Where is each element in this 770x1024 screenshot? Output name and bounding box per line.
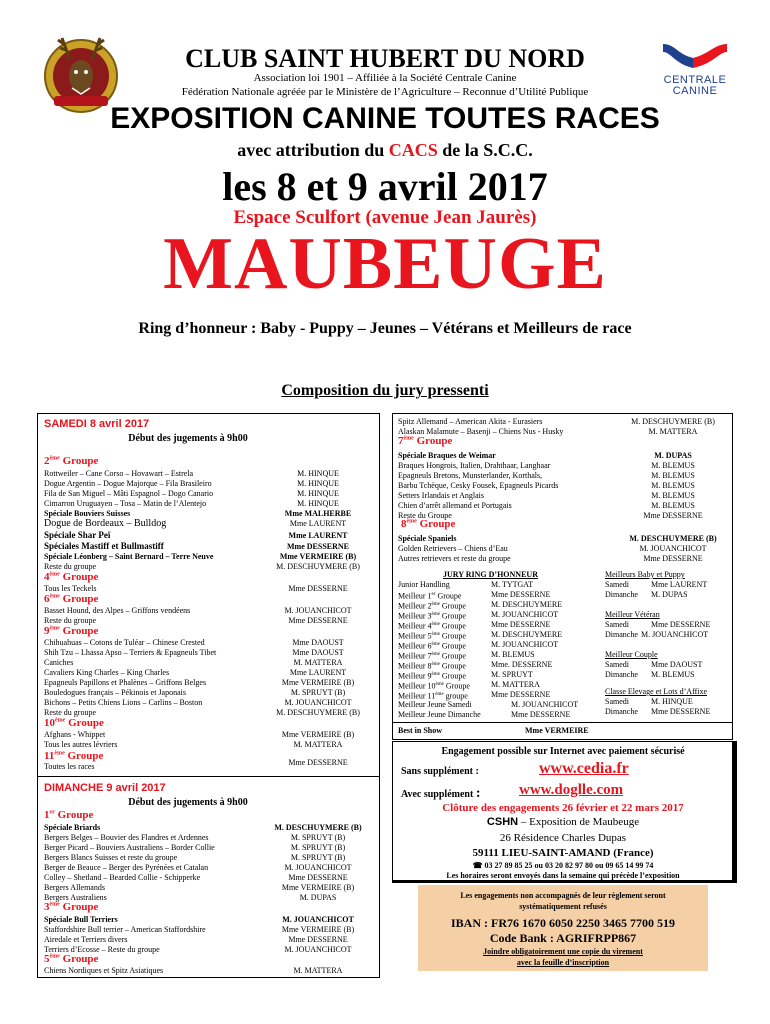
leonberg-label: Spéciale Léonberg – Saint Bernard – Terre Neuve	[44, 552, 214, 561]
breed: Epagneuls Papillons et Phalènes – Griffons Belges	[44, 678, 207, 687]
ring-row	[398, 580, 450, 590]
avec-colon: :	[475, 786, 481, 801]
ring-label: Meilleur 2	[398, 601, 432, 611]
logo-text-2: CANINE	[672, 85, 718, 97]
judge: M. HINQUE	[297, 469, 339, 478]
elevage-dim-judge: Mme DESSERNE	[651, 707, 711, 716]
judge: M. MATTERA	[648, 427, 698, 436]
group-11-label: Groupe	[67, 750, 104, 762]
breed: Spéciale Bouviers Suisses	[44, 509, 131, 518]
ring-judge: M. BLEMUS	[491, 650, 535, 659]
breed: Basset Hound, des Alpes – Griffons vendéens	[44, 606, 191, 615]
breed: Caniches	[44, 658, 74, 667]
ring-label: Meilleur 6	[398, 641, 432, 651]
breed: Spéciale Shar Peï	[44, 530, 111, 540]
group-6-num: 6	[44, 593, 50, 605]
group-5-label: Groupe	[62, 953, 99, 965]
ring-row: Meilleur Jeune Dimanche	[398, 710, 481, 719]
breed: Braques Hongrois, Italien, Drahthaar, Langhaar	[398, 461, 551, 470]
group-2-title: 2ème Groupe	[44, 455, 99, 467]
group-2-label: Groupe	[62, 455, 99, 467]
ring-honneur-line: Ring d’honneur : Baby - Puppy – Jeunes – Vétérans et Meilleurs de race	[138, 320, 632, 337]
judge: Mme DESSERNE	[288, 616, 348, 625]
vet-dim: Dimanche	[605, 630, 638, 639]
group-8-label: Groupe	[419, 518, 456, 530]
group-9-label: Groupe	[62, 625, 99, 637]
judge: M. BLEMUS	[651, 461, 695, 470]
judge: M. SPRUYT (B)	[290, 853, 346, 862]
ring-label: Meilleur 11	[398, 691, 436, 701]
ring-label: Meilleur 1	[398, 591, 432, 601]
ring-sup: ème	[431, 672, 440, 677]
association-line: Association loi 1901 – Affiliée à la Société Centrale Canine	[253, 72, 517, 84]
engagement-box	[392, 741, 737, 883]
breed: Staffordshire Bull terrier – American Staffordshire	[44, 925, 206, 934]
cacs-word: CACS	[388, 140, 438, 160]
judge: Mme VERMEIRE (B)	[281, 925, 355, 934]
rib-line-2: systématiquement refusés	[519, 902, 607, 911]
breed: Setters Irlandais et Anglais	[398, 491, 484, 500]
breed: Autres retrievers et reste du groupe	[398, 554, 511, 563]
judge: M. BLEMUS	[651, 491, 695, 500]
ring-judge: Mme DESSERNE	[491, 590, 551, 599]
ring-label: Meilleur 10	[398, 681, 436, 691]
breed: Reste du Groupe	[398, 511, 452, 520]
ring-judge: M. JOUANCHICOT	[511, 700, 579, 709]
couple-dim-judge: M. BLEMUS	[651, 670, 695, 679]
breed: Spéciale Briards	[44, 823, 101, 832]
judge: M. DESCHUYMERE (B)	[276, 708, 360, 717]
breed: Epagneuls Bretons, Munsterlander, Korthals,	[398, 471, 543, 480]
judge: Mme DESSERNE	[288, 873, 348, 882]
ring-sup: ème	[431, 622, 440, 627]
judge: Mme MALHERBE	[284, 509, 352, 518]
ring-group: Groupe	[435, 591, 462, 601]
cedia-link[interactable]: www.cedia.fr	[539, 760, 629, 777]
judge: M. MATTERA	[293, 658, 343, 667]
rib-line-1: Les engagements non accompagnés de leur règlement seront	[460, 891, 666, 900]
ring-label: Meilleur 3	[398, 611, 432, 621]
breed: Bergers Allemands	[44, 883, 105, 892]
ring-judge: Mme DESSERNE	[491, 690, 551, 699]
baby-sam: Samedi	[605, 580, 629, 589]
breed: Cimarron Uruguayen – Tosa – Matin de l’Alentejo	[44, 499, 207, 508]
judge: M. HINQUE	[297, 479, 339, 488]
group-3-title: 3ème Groupe	[44, 901, 99, 913]
ring-sup: ème	[431, 662, 440, 667]
elevage-title: Classe Elevage et Lots d’Affixe	[605, 687, 708, 696]
breed: Alaskan Malamute – Basenji – Chiens Nus - Husky	[398, 427, 564, 436]
group-9-title: 9ème Groupe	[44, 625, 99, 637]
event-dates: les 8 et 9 avril 2017	[222, 164, 548, 209]
sans-label: Sans supplément :	[401, 766, 479, 777]
breed: Bouledogues français – Pékinois et Japonais	[44, 688, 186, 697]
breed: Spitz Allemand – American Akita - Eurasiers	[398, 417, 543, 426]
judge: M. JOUANCHICOT	[284, 863, 352, 872]
breed: Bichons – Petits Chiens Lions – Carlins – Boston	[44, 698, 203, 707]
venue: Espace Sculfort (avenue Jean Jaurès)	[233, 207, 537, 228]
city-title: MAUBEUGE	[163, 223, 607, 305]
saturday-title: SAMEDI 8 avril 2017	[44, 418, 150, 430]
breed: Fila de San Miguel – Mâti Espagnol – Dogo Canario	[44, 489, 214, 498]
ring-sup: ème	[431, 602, 440, 607]
rib-note-1: Joindre obligatoirement une copie du virement	[483, 947, 643, 956]
group-1-label: Groupe	[57, 809, 94, 821]
ring-label: Meilleur 4	[398, 621, 432, 631]
group-4-label: Groupe	[62, 571, 99, 583]
divider	[393, 722, 732, 723]
judge: Mme VERMEIRE (B)	[281, 678, 355, 687]
breed: Colley – Shetland – Bearded Collie - Schipperke	[44, 873, 201, 882]
ring-label: Meilleur 5	[398, 631, 432, 641]
jury-ring-title: JURY RING D’HONNEUR	[443, 570, 538, 579]
ring-judge: Mme DESSERNE	[511, 710, 571, 719]
judge: M. JOUANCHICOT	[282, 915, 354, 924]
group-4-num: 4	[44, 571, 50, 583]
judge: M. DUPAS	[654, 451, 692, 460]
breed: Barbu Tchèque, Cesky Fousek, Epagneuls Picards	[398, 481, 559, 490]
ring-judge: M. JOUANCHICOT	[491, 640, 559, 649]
bank-code: Code Bank : AGRIFRPP867	[489, 931, 637, 945]
ring-group: Groupe	[439, 601, 466, 611]
ring-label: Junior Handling	[398, 580, 450, 589]
breed: Spéciale Bull Terriers	[44, 915, 118, 924]
ring-group: Groupe	[439, 671, 466, 681]
ring-sup: ème	[431, 652, 440, 657]
judge: M. BLEMUS	[651, 481, 695, 490]
judge: M. DESCHUYMERE (B)	[631, 417, 715, 426]
judge: M. BLEMUS	[651, 501, 695, 510]
breed: Airedale et Terriers divers	[44, 935, 128, 944]
cacs-line	[0, 140, 770, 161]
ring-judge: M. TYTGAT	[491, 580, 534, 589]
judge: Mme DESSERNE	[643, 511, 703, 520]
cshn-line	[393, 816, 733, 828]
breed: Berger Picard – Bouviers Australiens – Border Collie	[44, 843, 215, 852]
horaires: Les horaires seront envoyés dans la semaine qui précède l’exposition	[446, 871, 680, 880]
group-1-title: 1er Groupe	[44, 809, 94, 821]
judge: M. DESCHUYMERE (B)	[274, 823, 362, 832]
baby-sam-judge: Mme LAURENT	[651, 580, 708, 589]
best-in-show-judge: Mme VERMEIRE	[525, 726, 589, 735]
federation-line: Fédération Nationale agréée par le Ministère de l’Agriculture – Reconnue d’Utilité Publique	[181, 86, 589, 98]
judge: M. JOUANCHICOT	[284, 945, 352, 954]
breed: Dogue de Bordeaux – Bulldog	[44, 518, 167, 529]
best-in-show-label: Best in Show	[398, 726, 443, 735]
schedule-right-box	[392, 413, 733, 740]
judge: Mme VERMEIRE (B)	[279, 552, 357, 561]
group-11-num: 11	[44, 750, 55, 762]
group-1-num: 1	[44, 809, 50, 821]
judge: M. HINQUE	[297, 499, 339, 508]
judge: M. SPRUYT (B)	[290, 833, 346, 842]
judge: M. MATTERA	[293, 966, 343, 975]
divider	[38, 776, 379, 777]
vet-title: Meilleur Vétéran	[605, 610, 660, 619]
group-10-label: Groupe	[68, 717, 104, 729]
couple-dim: Dimanche	[605, 670, 638, 679]
ring-judge: Mme DESSERNE	[491, 620, 551, 629]
breed: Terriers d’Ecosse – Reste du groupe	[44, 945, 160, 954]
ring-sup: ème	[431, 612, 440, 617]
club-title: CLUB SAINT HUBERT DU NORD	[185, 44, 585, 73]
elevage-sam: Samedi	[605, 697, 629, 706]
judge: M. DESCHUYMERE (B)	[276, 562, 360, 571]
breed: Bergers Australiens	[44, 893, 107, 902]
breed: Rottweiler – Cane Corso – Hovawart – Estrela	[44, 469, 194, 478]
baby-dim: Dimanche	[605, 590, 638, 599]
judge: M. JOUANCHICOT	[284, 698, 352, 707]
judge: Mme DAOUST	[292, 638, 344, 647]
engagement-title: Engagement possible sur Internet avec paiement sécurisé	[441, 746, 685, 757]
elevage-dim: Dimanche	[605, 707, 638, 716]
breed: Chiens Nordiques et Spitz Asiatiques	[44, 966, 164, 975]
cacs-post: de la S.C.C.	[442, 140, 533, 160]
judge: M. SPRUYT (B)	[290, 688, 346, 697]
ring-judge: Mme. DESSERNE	[491, 660, 553, 669]
address-2: 59111 LIEU-SAINT-AMAND (France)	[472, 847, 654, 859]
breed: Bergers Belges – Bouvier des Flandres et Ardennes	[44, 833, 209, 842]
avec-label	[401, 786, 480, 802]
judge: Mme DESSERNE	[286, 542, 349, 551]
breed: Reste du groupe	[44, 562, 96, 571]
ring-group: Groupe	[443, 681, 470, 691]
address-1: 26 Résidence Charles Dupas	[499, 832, 627, 844]
ring-sup: ème	[435, 692, 444, 697]
ring-judge: M. MATTERA	[491, 680, 540, 689]
couple-sam-judge: Mme DAOUST	[651, 660, 703, 669]
ring-row: Meilleur Jeune Samedi	[398, 700, 472, 709]
schedule-left-box	[37, 413, 380, 978]
breed: Reste du groupe	[44, 708, 96, 717]
group-7-label: Groupe	[416, 435, 453, 447]
ring-group: groupe	[443, 691, 468, 701]
ring-group: Groupe	[439, 651, 466, 661]
judge: M. DESCHUYMERE (B)	[629, 534, 717, 543]
group-9-num: 9	[44, 625, 50, 637]
judge: M. JOUANCHICOT	[639, 544, 707, 553]
group-11-title: 11ème Groupe	[44, 750, 104, 762]
judge: Mme VERMEIRE (B)	[281, 883, 355, 892]
group-5-title: 5ème Groupe	[44, 953, 99, 965]
breed	[44, 552, 213, 562]
breed: Toutes les races	[44, 762, 95, 771]
cloture-line: Clôture des engagements 26 février et 22 mars 2017	[442, 802, 684, 814]
group-3-label: Groupe	[62, 901, 99, 913]
judge: M. DUPAS	[299, 893, 337, 902]
breed: Spéciale Braques de Weimar	[398, 451, 496, 460]
judge: Mme DESSERNE	[288, 758, 348, 767]
ring-group: Groupe	[439, 661, 466, 671]
ring-judge: M. SPRUYT	[491, 670, 533, 679]
ring-judge: M. DESCHUYMERE	[491, 630, 563, 639]
baby-title: Meilleurs Baby et Puppy	[605, 570, 685, 579]
ring-group: Groupe	[439, 641, 466, 651]
breed: Bergers Blancs Suisses et reste du groupe	[44, 853, 178, 862]
group-6-label: Groupe	[62, 593, 99, 605]
breed: Chien d’arrêt allemand et Portugais	[398, 501, 512, 510]
group-7-num: 7	[398, 435, 404, 447]
judge: M. MATTERA	[293, 740, 343, 749]
breed: Reste du groupe	[44, 616, 96, 625]
payment-box	[418, 885, 708, 971]
sunday-start: Début des jugements à 9h00	[128, 797, 248, 808]
breed: Tous les Teckels	[44, 584, 97, 593]
ring-sup: ème	[431, 632, 440, 637]
avec-text: Avec supplément	[401, 789, 474, 800]
group-7-title: 7ème Groupe	[398, 435, 453, 447]
ring-group: Groupe	[439, 611, 466, 621]
jury-title: Composition du jury pressenti	[281, 382, 489, 399]
judge: Mme DESSERNE	[643, 554, 703, 563]
breed: Shih Tzu – Lhassa Apso – Terriers & Epagneuls Tibet	[44, 648, 217, 657]
cacs-pre: avec attribution du	[237, 140, 385, 160]
ring-label: Meilleur 8	[398, 661, 432, 671]
vet-sam-judge: Mme DESSERNE	[651, 620, 711, 629]
group-4-title: 4ème Groupe	[44, 571, 99, 583]
breed: Chihuahuas – Cotons de Tuléar – Chinese Crested	[44, 638, 205, 647]
judge: M. SPRUYT (B)	[290, 843, 346, 852]
cshn-rest: – Exposition de Maubeuge	[518, 816, 640, 828]
ring-sup: ème	[431, 642, 440, 647]
group-8-title: 8ème Groupe	[401, 518, 456, 530]
ring-sup: ème	[435, 682, 444, 687]
sunday-title: DIMANCHE 9 avril 2017	[44, 782, 166, 794]
judge: Mme DAOUST	[292, 648, 344, 657]
saturday-start: Début des jugements à 9h00	[128, 433, 248, 444]
group-10-num: 10	[44, 717, 55, 729]
breed: Afghans - Whippet	[44, 730, 106, 739]
rib-note-2: avec la feuille d’inscription	[516, 958, 610, 967]
group-10-title: 10ème Groupe	[44, 717, 104, 729]
group-8-num: 8	[401, 518, 407, 530]
breed: Berger de Beauce – Berger des Pyrénées et Catalan	[44, 863, 209, 872]
logo-text-1: CENTRALE	[663, 74, 727, 86]
breed: Spéciale Spaniels	[398, 534, 457, 543]
judge: Mme DESSERNE	[288, 935, 348, 944]
breed: Tous les autres lévriers	[44, 740, 118, 749]
elevage-sam-judge: M. HINQUE	[651, 697, 693, 706]
vet-sam: Samedi	[605, 620, 629, 629]
judge: Mme LAURENT	[289, 668, 347, 677]
judge: M. BLEMUS	[651, 471, 695, 480]
group-3-num: 3	[44, 901, 50, 913]
baby-dim-judge: M. DUPAS	[651, 590, 688, 599]
group-2-num: 2	[44, 455, 50, 467]
breed: Golden Retrievers – Chiens d’Eau	[398, 544, 508, 553]
ring-group: Groupe	[439, 621, 466, 631]
breed: Spéciales Mastiff et Bullmastiff	[44, 541, 164, 551]
couple-sam: Samedi	[605, 660, 629, 669]
group-6-title: 6ème Groupe	[44, 593, 99, 605]
iban: IBAN : FR76 1670 6050 2250 3465 7700 519	[451, 916, 675, 930]
doglle-link[interactable]: www.doglle.com	[519, 782, 624, 798]
judge: M. JOUANCHICOT	[284, 606, 352, 615]
expo-title: EXPOSITION CANINE TOUTES RACES	[110, 102, 660, 135]
ring-sup: er	[431, 592, 436, 597]
breed: Cavaliers King Charles – King Charles	[44, 668, 170, 677]
couple-title: Meilleur Couple	[605, 650, 658, 659]
judge: M. HINQUE	[297, 489, 339, 498]
ring-judge: M. JOUANCHICOT	[491, 610, 559, 619]
judge: Mme DESSERNE	[288, 584, 348, 593]
ring-label: Meilleur 9	[398, 671, 432, 681]
cshn-bold: CSHN	[486, 816, 519, 828]
ring-judge: M. DESCHUYMERE	[491, 600, 563, 609]
ring-label: Meilleur 7	[398, 651, 432, 661]
ring-group: Groupe	[439, 631, 466, 641]
vet-dim-judge: M. JOUANCHICOT	[641, 630, 709, 639]
breed: Dogue Argentin – Dogue Majorque – Fila Brasileiro	[44, 479, 212, 488]
judge: Mme LAURENT	[288, 531, 348, 540]
group-5-num: 5	[44, 953, 50, 965]
judge: Mme VERMEIRE (B)	[281, 730, 355, 739]
phones: ☎ 03 27 89 85 25 ou 03 20 82 97 80 ou 09 65 14 99 74	[472, 861, 654, 870]
judge: Mme LAURENT	[289, 519, 347, 528]
